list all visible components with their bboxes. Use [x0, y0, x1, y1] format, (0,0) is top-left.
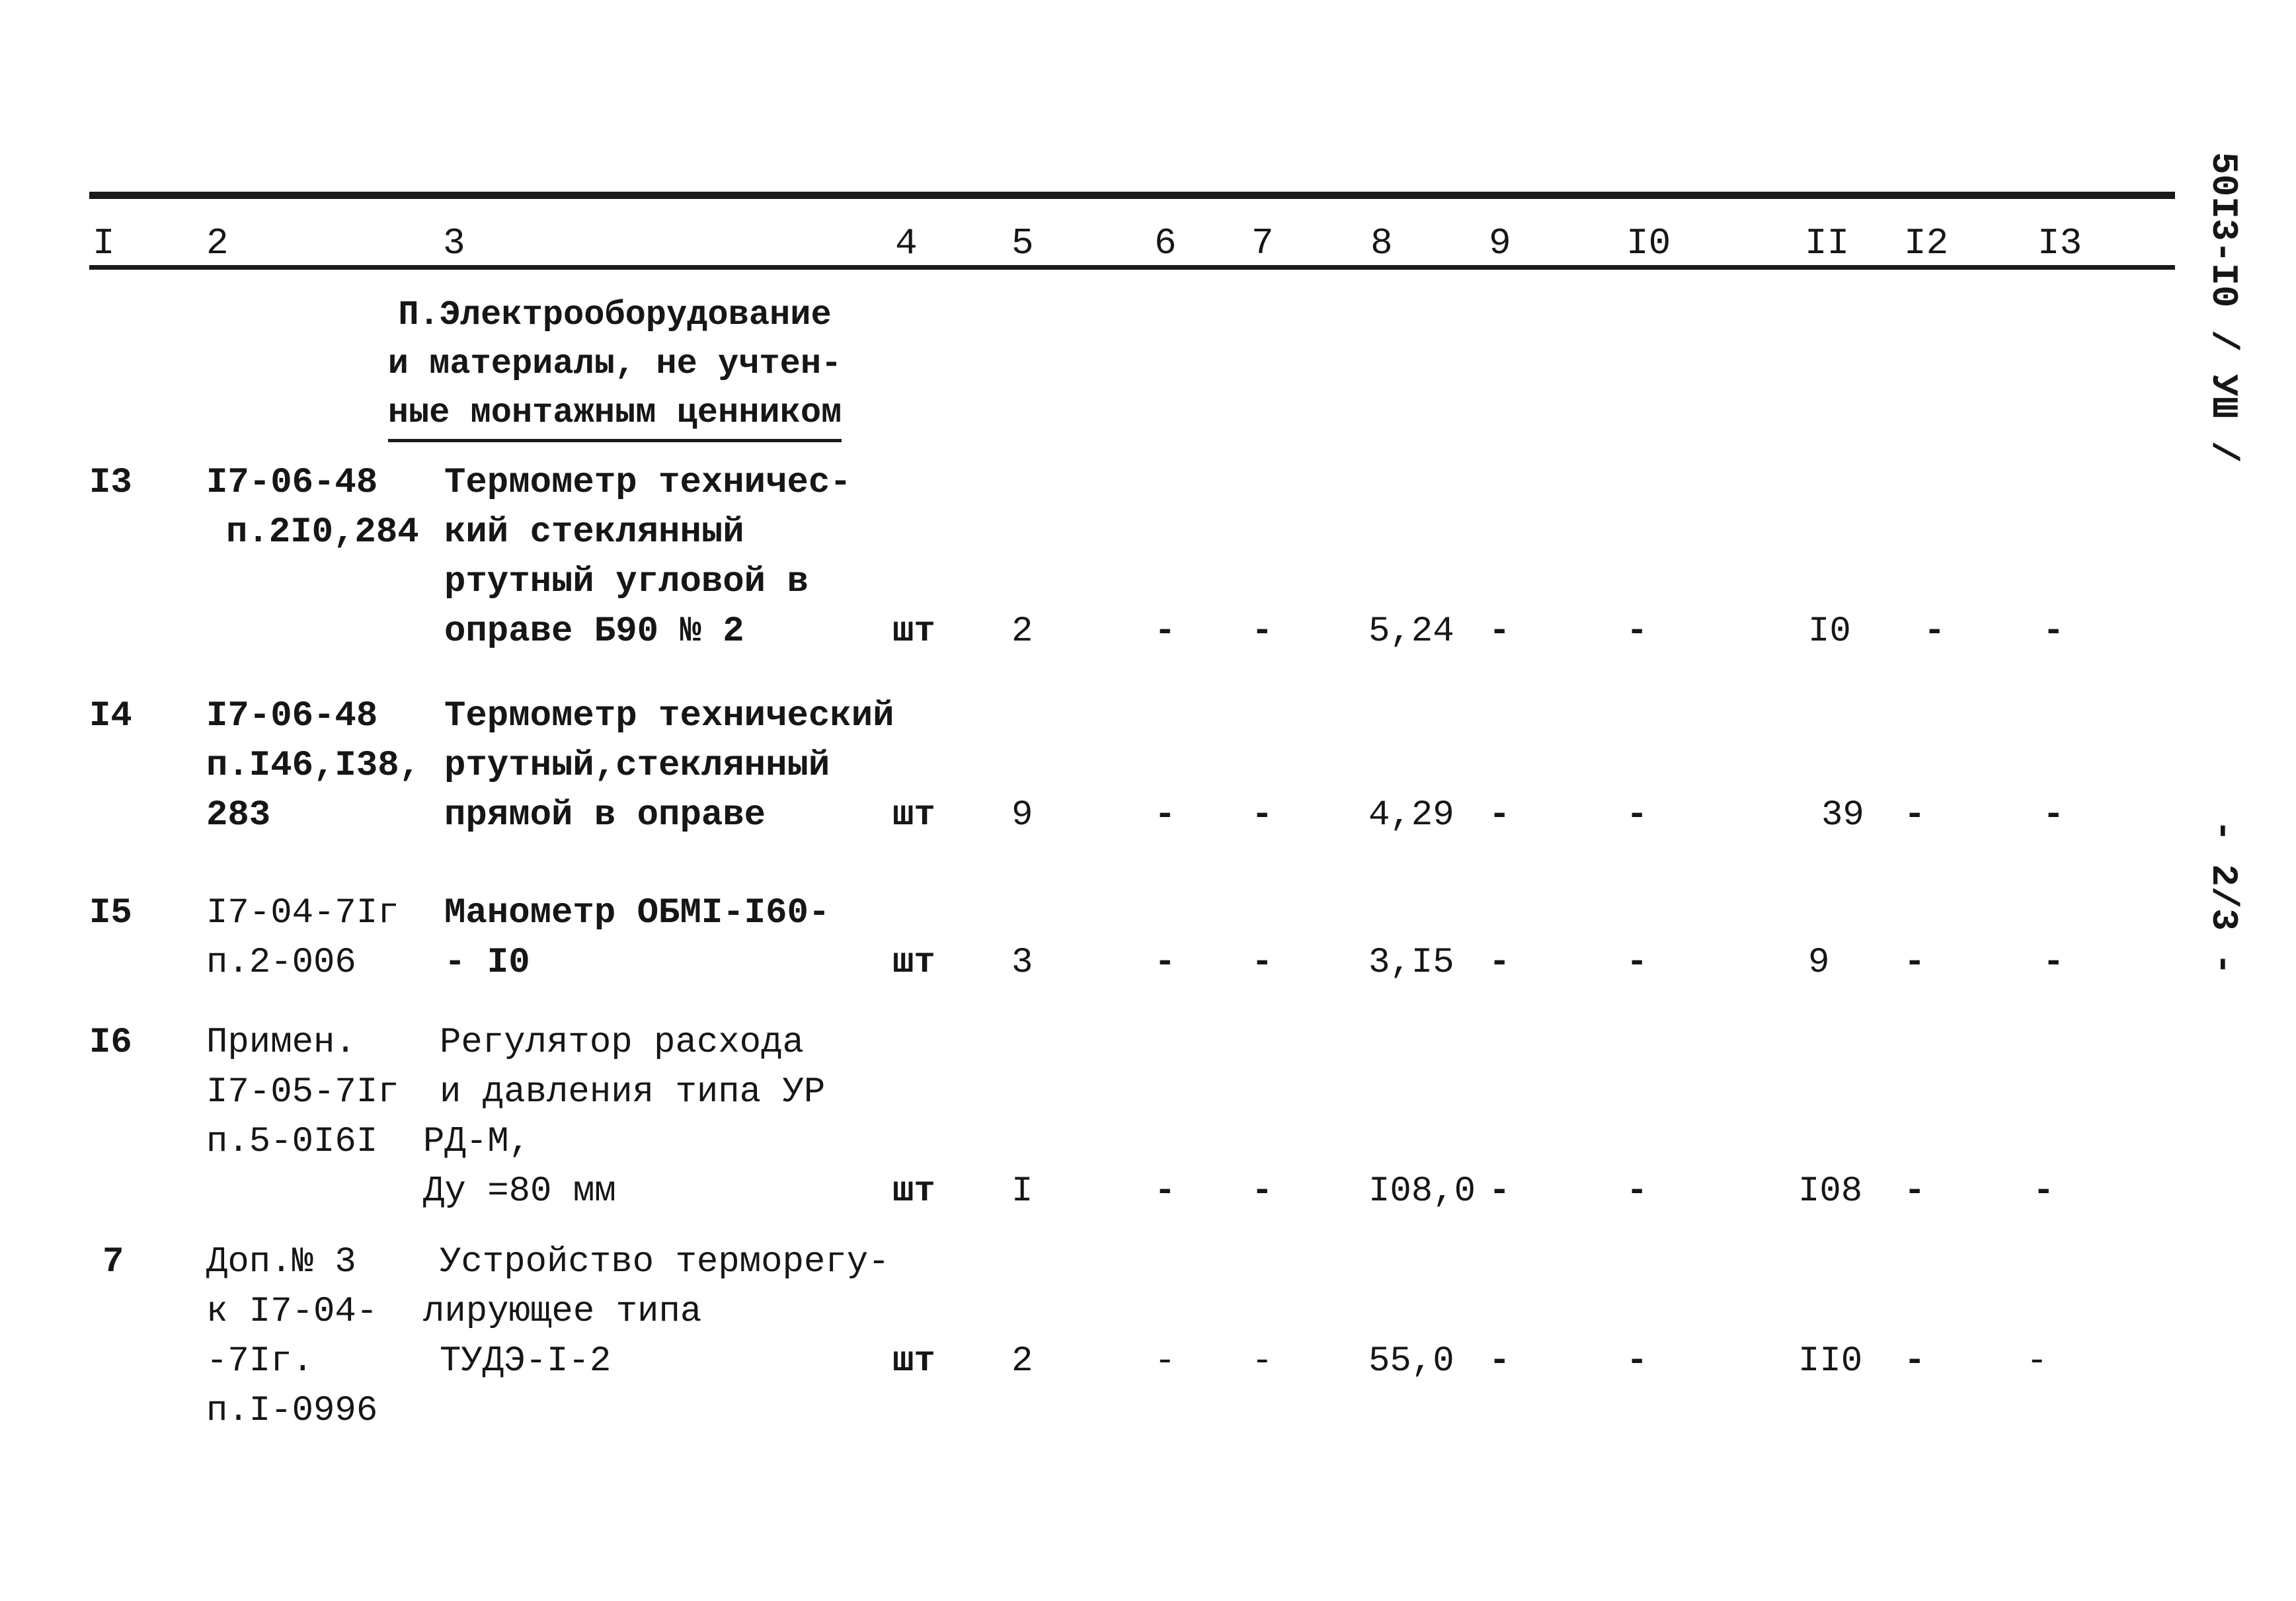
col-header-2: 2 — [206, 222, 229, 264]
col-header-3: 3 — [443, 222, 465, 264]
item-name-line: кий стеклянный — [444, 512, 744, 553]
col-7: - — [1251, 943, 1273, 983]
item-name — [423, 1237, 890, 1386]
col-12: - — [1904, 1171, 1926, 1212]
section-heading-line: П.Электрооборудование — [398, 295, 832, 334]
col-header-13: I3 — [2038, 222, 2082, 264]
item-name — [444, 691, 894, 840]
col-9: - — [1489, 1341, 1511, 1382]
col-13: - — [2043, 795, 2065, 836]
col-10: - — [1626, 795, 1648, 836]
col-6: - — [1154, 611, 1176, 652]
col-13: - — [2026, 1341, 2048, 1382]
unit: шт — [892, 795, 935, 836]
item-name — [444, 888, 830, 988]
item-name — [423, 1018, 825, 1216]
price-reference-line: Примен. — [206, 1023, 356, 1063]
row-number: I4 — [89, 696, 132, 736]
item-name-line: ртутный угловой в — [444, 562, 809, 602]
total: II0 — [1798, 1341, 1863, 1382]
price-reference-line: Доп.№ 3 — [206, 1242, 356, 1282]
quantity: 3 — [1011, 943, 1033, 983]
row-number: I5 — [89, 893, 132, 933]
col-header-5: 5 — [1011, 222, 1034, 264]
price-reference-line: к I7-04- — [206, 1292, 378, 1332]
quantity: 2 — [1011, 611, 1033, 652]
unit-price: 4,29 — [1368, 795, 1454, 836]
price-reference-line: I7-05-7Iг — [206, 1072, 399, 1113]
col-13: - — [2033, 1171, 2055, 1212]
col-6: - — [1154, 943, 1176, 983]
row-number: I3 — [89, 463, 132, 503]
unit-price: 3,I5 — [1368, 943, 1454, 983]
col-header-7: 7 — [1251, 222, 1274, 264]
document-code: 50I3-I0 / УШ / — [2202, 152, 2244, 463]
col-9: - — [1489, 943, 1511, 983]
col-header-6: 6 — [1154, 222, 1177, 264]
row-number: 7 — [102, 1242, 124, 1282]
top-rule — [89, 192, 2175, 199]
section-heading-line: ные монтажным ценником — [388, 389, 842, 442]
unit: шт — [892, 1171, 935, 1212]
unit: шт — [892, 943, 935, 983]
col-header-9: 9 — [1489, 222, 1511, 264]
col-7: - — [1251, 611, 1273, 652]
item-name-line: и давления типа УР — [440, 1072, 826, 1113]
col-9: - — [1489, 795, 1511, 836]
price-reference-line: I7-06-48 — [206, 463, 378, 503]
price-reference-line: I7-06-48 — [206, 696, 378, 736]
price-reference-line: п.I-0996 — [206, 1391, 378, 1431]
price-reference-line: -7Iг. — [206, 1341, 314, 1382]
col-10: - — [1626, 1171, 1648, 1212]
item-name-line: ТУДЭ-I-2 — [440, 1341, 612, 1382]
col-7: - — [1251, 795, 1273, 836]
col-header-8: 8 — [1370, 222, 1393, 264]
item-name-line: лирующее типа — [423, 1292, 702, 1332]
item-name-line: Устройство терморегу- — [440, 1242, 890, 1282]
item-name-line: оправе Б90 № 2 — [444, 611, 744, 652]
total: I0 — [1808, 611, 1851, 652]
quantity: I — [1011, 1171, 1033, 1212]
price-reference-line: I7-04-7Iг — [206, 893, 399, 933]
unit-price: 5,24 — [1368, 611, 1454, 652]
section-heading — [377, 291, 853, 442]
page-number: - 2/3 - — [2202, 820, 2244, 976]
total: 9 — [1808, 943, 1830, 983]
col-header-12: I2 — [1904, 222, 1949, 264]
price-reference — [206, 691, 420, 840]
row-number: I6 — [89, 1023, 132, 1063]
price-reference-line: п.2-006 — [206, 943, 356, 983]
item-name-line: - I0 — [444, 943, 530, 983]
col-6: - — [1154, 1341, 1176, 1382]
col-12: - — [1904, 1341, 1926, 1382]
col-13: - — [2043, 611, 2065, 652]
price-reference-line: 283 — [206, 795, 271, 836]
item-name-line: Манометр ОБМI-I60- — [444, 893, 830, 933]
col-12: - — [1904, 943, 1926, 983]
item-name-line: прямой в оправе — [444, 795, 766, 836]
col-12: - — [1924, 611, 1946, 652]
price-reference — [206, 458, 419, 557]
item-name-line: Термометр технический — [444, 696, 894, 736]
unit-price: 55,0 — [1368, 1341, 1454, 1382]
item-name-line: ртутный,стеклянный — [444, 746, 830, 786]
col-9: - — [1489, 611, 1511, 652]
unit: шт — [892, 611, 935, 652]
item-name-line: Термометр техничес- — [444, 463, 851, 503]
col-header-10: I0 — [1626, 222, 1671, 264]
unit-price: I08,0 — [1368, 1171, 1476, 1212]
price-reference-line: п.2I0,284 — [226, 512, 419, 553]
col-12: - — [1904, 795, 1926, 836]
price-reference-line: п.I46,I38, — [206, 746, 421, 786]
col-7: - — [1251, 1171, 1273, 1212]
col-10: - — [1626, 943, 1648, 983]
col-header-1: I — [93, 222, 115, 264]
col-9: - — [1489, 1171, 1511, 1212]
col-header-11: II — [1805, 222, 1850, 264]
col-6: - — [1154, 1171, 1176, 1212]
quantity: 2 — [1011, 1341, 1033, 1382]
item-name-line: РД-М, — [423, 1122, 531, 1162]
col-13: - — [2043, 943, 2065, 983]
price-reference — [206, 1018, 399, 1167]
total: 39 — [1821, 795, 1864, 836]
quantity: 9 — [1011, 795, 1033, 836]
col-7: - — [1251, 1341, 1273, 1382]
section-heading-line: и материалы, не учтен- — [387, 344, 842, 383]
header-rule — [89, 265, 2175, 270]
price-reference — [206, 888, 399, 988]
item-name — [444, 458, 851, 656]
total: I08 — [1798, 1171, 1863, 1212]
unit: шт — [892, 1341, 935, 1382]
item-name-line: Регулятор расхода — [440, 1023, 804, 1063]
col-10: - — [1626, 1341, 1648, 1382]
price-reference — [206, 1237, 377, 1436]
col-6: - — [1154, 795, 1176, 836]
item-name-line: Ду =80 мм — [423, 1171, 616, 1212]
price-reference-line: п.5-0I6I — [206, 1122, 378, 1162]
col-header-4: 4 — [895, 222, 918, 264]
col-10: - — [1626, 611, 1648, 652]
